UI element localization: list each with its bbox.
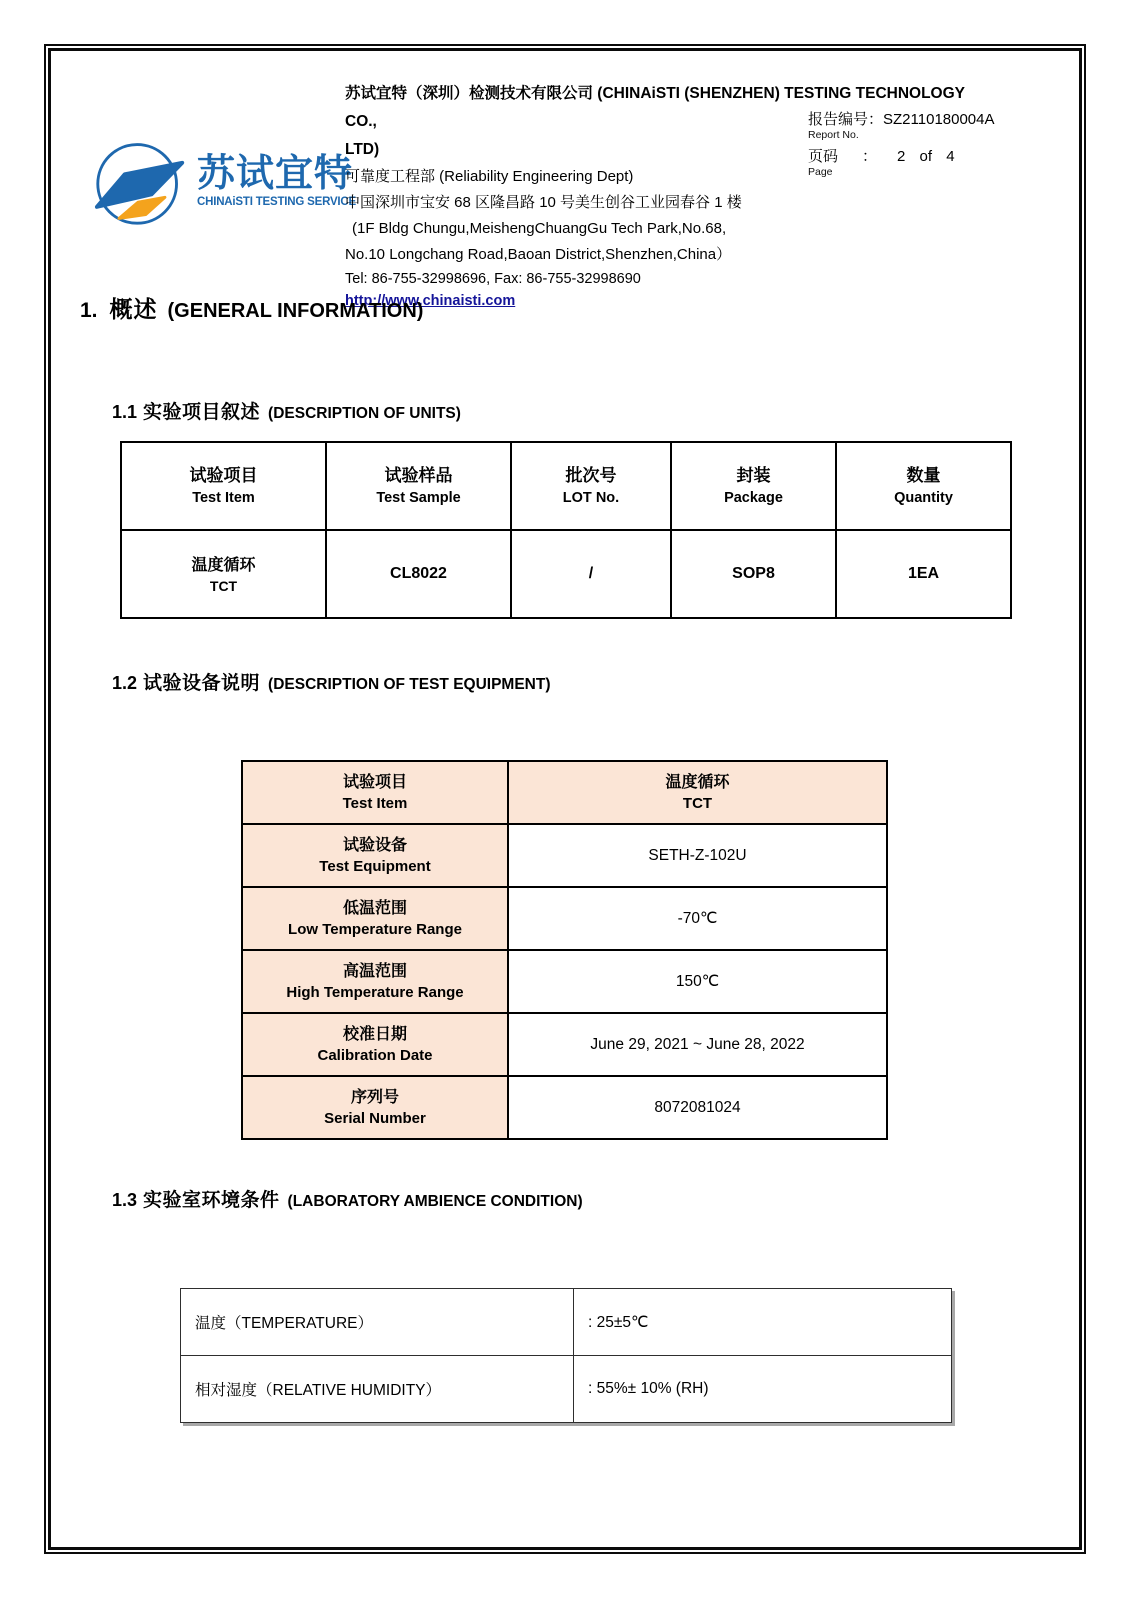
section-1-3-title-cn: 实验室环境条件 xyxy=(143,1190,280,1211)
equipment-label-calibration-date-cn: 校准日期 xyxy=(342,1026,407,1044)
units-header-test-sample-cn: 试验样品 xyxy=(384,466,453,486)
units-cell-package: SOP8 xyxy=(671,530,836,618)
equipment-value-test-item-en: TCT xyxy=(682,795,713,813)
report-no-row xyxy=(808,108,995,129)
equipment-label-test-item xyxy=(242,761,508,824)
equipment-row-high-temp xyxy=(242,950,887,1013)
equipment-value-calibration-date: June 29, 2021 ~ June 28, 2022 xyxy=(508,1013,887,1076)
ambience-label-temperature: 温度（TEMPERATURE） xyxy=(181,1289,574,1356)
equipment-label-serial-number-en: Serial Number xyxy=(324,1110,426,1128)
equipment-value-high-temp: 150℃ xyxy=(508,950,887,1013)
section-1-1-title-en: (DESCRIPTION OF UNITS) xyxy=(268,405,461,422)
section-1-1-number: 1.1 xyxy=(112,402,138,422)
address-en-1: (1F Bldg Chungu,MeishengChuangGu Tech Park,No.68, xyxy=(352,220,727,237)
ambience-value-humidity: : 55%± 10% (RH) xyxy=(574,1356,952,1423)
company-name-line2: LTD) xyxy=(345,141,380,158)
page-no-value: 2 of 4 xyxy=(897,148,955,165)
section-1-2-heading xyxy=(112,668,551,695)
units-cell-test-item xyxy=(121,530,326,618)
equipment-row-low-temp xyxy=(242,887,887,950)
section-1-1-heading xyxy=(112,397,461,424)
section-1-1-title-cn: 实验项目叙述 xyxy=(143,402,261,423)
logo-name-cn: 苏试宜特 xyxy=(197,152,354,195)
page-no-label: 页码 xyxy=(808,148,839,165)
equipment-label-high-temp xyxy=(242,950,508,1013)
logo-text xyxy=(197,152,357,208)
address-cn: 中国深圳市宝安 68 区隆昌路 10 号美生创谷工业园春谷 1 楼 xyxy=(345,194,742,211)
units-header-package-en: Package xyxy=(724,490,783,507)
units-header-test-sample-en: Test Sample xyxy=(376,490,461,507)
section-1-2-title-en: (DESCRIPTION OF TEST EQUIPMENT) xyxy=(268,676,551,693)
equipment-value-low-temp: -70℃ xyxy=(508,887,887,950)
address-en-2: No.10 Longchang Road,Baoan District,Shenzhen,China） xyxy=(345,246,732,263)
section-1-title-cn: 概述 xyxy=(109,296,158,322)
section-1-heading xyxy=(80,291,423,324)
equipment-value-serial-number: 8072081024 xyxy=(508,1076,887,1139)
ambience-table xyxy=(180,1288,952,1423)
units-header-test-sample xyxy=(326,442,511,530)
equipment-label-low-temp-en: Low Temperature Range xyxy=(288,921,462,939)
units-header-quantity-cn: 数量 xyxy=(906,466,941,486)
equipment-label-test-item-cn: 试验项目 xyxy=(342,774,407,792)
section-1-3-title-en: (LABORATORY AMBIENCE CONDITION) xyxy=(287,1193,583,1210)
equipment-value-test-item xyxy=(508,761,887,824)
ambience-label-humidity: 相对湿度（RELATIVE HUMIDITY） xyxy=(181,1356,574,1423)
units-header-package-cn: 封装 xyxy=(736,466,771,486)
units-cell-quantity: 1EA xyxy=(836,530,1011,618)
page-no-colon: ： xyxy=(862,148,878,165)
equipment-label-test-item-en: Test Item xyxy=(342,795,408,813)
equipment-label-low-temp-cn: 低温范围 xyxy=(342,900,407,918)
tel-fax-line: Tel: 86-755-32998696, Fax: 86-755-32998690 xyxy=(345,271,641,287)
page-no-row xyxy=(808,145,995,166)
equipment-value-test-item-cn: 温度循环 xyxy=(665,774,730,792)
equipment-label-serial-number xyxy=(242,1076,508,1139)
units-table-data-row xyxy=(121,530,1011,618)
logo-mark-icon xyxy=(93,133,189,229)
units-table xyxy=(120,441,1012,619)
section-1-3-number: 1.3 xyxy=(112,1190,138,1210)
equipment-row-test-item xyxy=(242,761,887,824)
units-header-lot-no-cn: 批次号 xyxy=(565,466,617,486)
equipment-label-test-equipment xyxy=(242,824,508,887)
equipment-label-test-equipment-en: Test Equipment xyxy=(319,858,431,876)
logo-swoosh-blue-icon xyxy=(97,163,182,207)
equipment-row-calibration-date xyxy=(242,1013,887,1076)
units-header-test-item xyxy=(121,442,326,530)
section-1-2-title-cn: 试验设备说明 xyxy=(143,673,261,694)
units-cell-test-item-cn: 温度循环 xyxy=(191,556,256,574)
equipment-row-serial-number xyxy=(242,1076,887,1139)
units-header-lot-no-en: LOT No. xyxy=(562,490,620,507)
equipment-label-calibration-date xyxy=(242,1013,508,1076)
equipment-label-high-temp-cn: 高温范围 xyxy=(342,963,407,981)
units-table-header-row xyxy=(121,442,1011,530)
company-name-line1: 苏试宜特（深圳）检测技术有限公司 (CHINAiSTI (SHENZHEN) TESTING TECHNOLOGY CO., xyxy=(345,85,965,130)
website-link[interactable]: http://www.chinaisti.com xyxy=(345,293,516,309)
report-no-label: 报告编号： xyxy=(808,111,884,128)
equipment-label-serial-number-cn: 序列号 xyxy=(350,1089,399,1107)
section-1-number: 1. xyxy=(80,299,98,322)
logo-name-en: CHINAiSTI TESTING SERVICE xyxy=(197,195,357,208)
equipment-value-test-equipment: SETH-Z-102U xyxy=(508,824,887,887)
section-1-title-en: (GENERAL INFORMATION) xyxy=(167,300,424,322)
equipment-label-high-temp-en: High Temperature Range xyxy=(286,984,464,1002)
ambience-row-temperature xyxy=(181,1289,952,1356)
equipment-label-test-equipment-cn: 试验设备 xyxy=(342,837,407,855)
report-no-sublabel: Report No. xyxy=(808,129,859,141)
units-header-test-item-en: Test Item xyxy=(192,490,255,507)
units-header-test-item-cn: 试验项目 xyxy=(189,466,258,486)
equipment-label-low-temp xyxy=(242,887,508,950)
equipment-row-test-equipment xyxy=(242,824,887,887)
page-no-sublabel: Page xyxy=(808,166,833,178)
units-header-package xyxy=(671,442,836,530)
units-cell-test-item-en: TCT xyxy=(209,577,238,594)
report-info-block xyxy=(808,108,995,179)
units-header-quantity xyxy=(836,442,1011,530)
report-no-value: SZ2110180004A xyxy=(883,111,995,128)
equipment-table xyxy=(241,760,888,1140)
units-header-quantity-en: Quantity xyxy=(894,490,953,507)
section-1-3-heading xyxy=(112,1185,583,1212)
section-1-2-number: 1.2 xyxy=(112,673,138,693)
company-logo xyxy=(93,133,356,229)
ambience-row-humidity xyxy=(181,1356,952,1423)
equipment-label-calibration-date-en: Calibration Date xyxy=(317,1047,433,1065)
units-cell-lot: / xyxy=(511,530,671,618)
ambience-value-temperature: : 25±5℃ xyxy=(574,1289,952,1356)
dept-line: 可靠度工程部 (Reliability Engineering Dept) xyxy=(345,168,634,185)
units-cell-sample: CL8022 xyxy=(326,530,511,618)
units-header-lot-no xyxy=(511,442,671,530)
